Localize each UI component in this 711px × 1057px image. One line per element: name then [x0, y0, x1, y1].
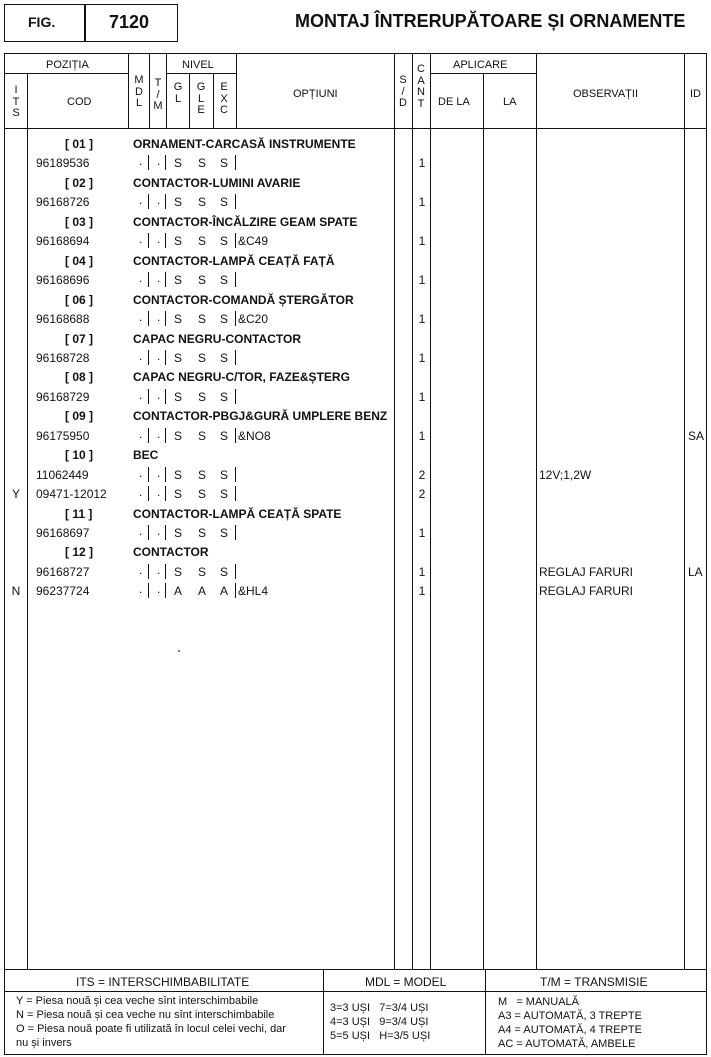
part-code[interactable]: 96168697 — [36, 526, 90, 540]
level-gl: S — [173, 234, 182, 248]
level-options-separator — [235, 428, 236, 443]
level-exc: S — [219, 234, 228, 248]
option-code: &C20 — [238, 312, 269, 326]
legend-mdl-line: 3=3 UȘI 7=3/4 UȘI — [330, 1002, 429, 1014]
header-subline-pozitia — [4, 73, 128, 74]
level-exc: S — [219, 156, 228, 170]
tm-level-separator — [165, 233, 166, 248]
group-description: ORNAMENT-CARCASĂ INSTRUMENTE — [133, 137, 356, 151]
tm-level-separator — [165, 194, 166, 209]
level-exc: S — [219, 312, 228, 326]
level-exc: A — [219, 584, 228, 598]
col-line-cant — [430, 53, 431, 969]
level-gle: S — [197, 468, 206, 482]
level-options-separator — [235, 233, 236, 248]
part-code[interactable]: 96168728 — [36, 351, 90, 365]
legend-mdl-line: 4=3 UȘI 9=3/4 UȘI — [330, 1016, 429, 1028]
col-line-cod — [128, 53, 129, 129]
tm-level-separator — [165, 486, 166, 501]
quantity: 1 — [418, 526, 426, 540]
level-gl: S — [173, 429, 182, 443]
level-options-separator — [235, 486, 236, 501]
level-gle: S — [197, 195, 206, 209]
level-gl: S — [173, 390, 182, 404]
mdl-tm-separator — [148, 350, 149, 365]
col-header-optiuni: OPȚIUNI — [293, 88, 338, 100]
level-options-separator — [235, 389, 236, 404]
level-gle: A — [197, 584, 206, 598]
level-gl: S — [173, 565, 182, 579]
level-gle: S — [197, 351, 206, 365]
position-number: [ 10 ] — [65, 448, 94, 462]
quantity: 1 — [418, 234, 426, 248]
part-code[interactable]: 96168694 — [36, 234, 90, 248]
part-code[interactable]: 09471-12012 — [36, 487, 107, 501]
group-description: CONTACTOR-COMANDĂ ȘTERGĂTOR — [133, 293, 354, 307]
level-exc: S — [219, 351, 228, 365]
col-line-gle — [213, 73, 214, 129]
page-title: MONTAJ ÎNTRERUPĂTOARE ȘI ORNAMENTE — [295, 11, 686, 31]
group-description: CONTACTOR-PBGJ&GURĂ UMPLERE BENZ — [133, 409, 388, 423]
mdl-tm-separator — [148, 389, 149, 404]
level-gle: S — [197, 526, 206, 540]
tm-value: . — [157, 310, 161, 324]
tm-level-separator — [165, 389, 166, 404]
level-gl: S — [173, 273, 182, 287]
legend-its-line: nu și invers — [16, 1037, 72, 1049]
option-code: &NO8 — [238, 429, 271, 443]
quantity: 1 — [418, 312, 426, 326]
observation: REGLAJ FARURI — [539, 584, 634, 598]
observation: 12V;1,2W — [539, 468, 592, 482]
fig-number: 7120 — [109, 12, 150, 32]
level-options-separator — [235, 311, 236, 326]
mdl-tm-separator — [148, 311, 149, 326]
tm-level-separator — [165, 583, 166, 598]
part-code[interactable]: 96168729 — [36, 390, 90, 404]
level-gl: S — [173, 312, 182, 326]
option-code: &HL4 — [238, 584, 269, 598]
mdl-value: . — [139, 582, 143, 596]
level-exc: S — [219, 526, 228, 540]
mdl-value: . — [139, 466, 143, 480]
tm-value: . — [157, 349, 161, 363]
mdl-tm-separator — [148, 155, 149, 170]
legend-its-line: O = Piesa nouă poate fi utilizată în locul celei vechi, dar — [16, 1023, 286, 1035]
level-gle: S — [197, 312, 206, 326]
level-gl: S — [173, 468, 182, 482]
tm-level-separator — [165, 525, 166, 540]
quantity: 1 — [418, 584, 426, 598]
quantity: 1 — [418, 351, 426, 365]
level-gle: S — [197, 565, 206, 579]
col-line-la — [536, 53, 537, 969]
col-line-sd — [412, 53, 413, 969]
level-gle: S — [197, 234, 206, 248]
level-options-separator — [235, 564, 236, 579]
level-gle: S — [197, 487, 206, 501]
tm-value: . — [157, 193, 161, 207]
legend-tm-line: AC = AUTOMATĂ, AMBELE — [498, 1038, 636, 1050]
part-code[interactable]: 96168688 — [36, 312, 90, 326]
position-number: [ 06 ] — [65, 293, 94, 307]
legend-divider-1 — [323, 969, 324, 1055]
level-gl: S — [173, 351, 182, 365]
group-description: CONTACTOR — [133, 545, 209, 559]
level-exc: S — [219, 565, 228, 579]
level-options-separator — [235, 155, 236, 170]
col-line-obs — [684, 53, 685, 969]
legend-title-line — [4, 991, 707, 992]
legend-divider-2 — [485, 969, 486, 1055]
header-subline-nivel — [166, 73, 236, 74]
col-header-its: I T S — [12, 84, 20, 119]
col-header-la: LA — [503, 96, 517, 108]
level-options-separator — [235, 583, 236, 598]
level-gle: S — [197, 273, 206, 287]
part-code[interactable]: 96175950 — [36, 429, 90, 443]
mdl-value: . — [139, 388, 143, 402]
quantity: 2 — [418, 487, 426, 501]
mdl-tm-separator — [148, 428, 149, 443]
part-code[interactable]: 96168696 — [36, 273, 90, 287]
mdl-tm-separator — [148, 467, 149, 482]
level-exc: S — [219, 429, 228, 443]
id-code: LA — [688, 565, 703, 579]
tm-value: . — [157, 271, 161, 285]
tm-value: . — [157, 232, 161, 246]
position-number: [ 09 ] — [65, 409, 94, 423]
level-exc: S — [219, 468, 228, 482]
col-header-cod: COD — [67, 96, 92, 108]
quantity: 1 — [418, 390, 426, 404]
position-number: [ 12 ] — [65, 545, 94, 559]
part-code[interactable]: 11062449 — [36, 468, 89, 482]
mdl-value: . — [139, 193, 143, 207]
tm-value: . — [157, 563, 161, 577]
mdl-tm-separator — [148, 272, 149, 287]
legend-mdl-line: 5=5 UȘI H=3/5 UȘI — [330, 1030, 431, 1042]
quantity: 1 — [418, 565, 426, 579]
group-description: CONTACTOR-ÎNCĂLZIRE GEAM SPATE — [133, 215, 358, 229]
mdl-tm-separator — [148, 564, 149, 579]
mdl-value: . — [139, 154, 143, 168]
tm-value: . — [157, 582, 161, 596]
level-exc: S — [219, 273, 228, 287]
col-header-id: ID — [690, 88, 701, 100]
legend-mdl-title: MDL = MODEL — [365, 975, 447, 989]
col-line-tm — [166, 53, 167, 129]
col-line-mdl — [149, 53, 150, 129]
observation: REGLAJ FARURI — [539, 565, 634, 579]
legend-tm-line: A3 = AUTOMATĂ, 3 TREPTE — [498, 1010, 642, 1022]
tm-value: . — [157, 485, 161, 499]
mdl-value: . — [139, 485, 143, 499]
col-header-mdl: M D L — [134, 74, 144, 109]
mdl-tm-separator — [148, 583, 149, 598]
position-number: [ 03 ] — [65, 215, 94, 229]
group-description: CAPAC NEGRU-C/TOR, FAZE&ȘTERG — [133, 370, 350, 384]
scan-speck — [178, 650, 180, 652]
mdl-tm-separator — [148, 194, 149, 209]
position-number: [ 02 ] — [65, 176, 94, 190]
col-header-gle: G L E — [196, 81, 206, 116]
col-header-observatii: OBSERVAȚII — [573, 88, 639, 100]
group-description: CONTACTOR-LAMPĂ CEAȚĂ SPATE — [133, 507, 342, 521]
level-exc: S — [219, 487, 228, 501]
col-line-optiuni — [394, 53, 395, 969]
legend-its-line: N = Piesa nouă și cea veche nu sînt interschimbabile — [16, 1009, 275, 1021]
part-code[interactable]: 96237724 — [36, 584, 90, 598]
legend-top-line — [4, 969, 707, 970]
quantity: 1 — [418, 156, 426, 170]
position-number: [ 07 ] — [65, 332, 94, 346]
level-gl: S — [173, 195, 182, 209]
mdl-tm-separator — [148, 486, 149, 501]
fig-label: FIG. — [28, 14, 56, 30]
group-description: CONTACTOR-LUMINI AVARIE — [133, 176, 301, 190]
level-exc: S — [219, 195, 228, 209]
mdl-tm-separator — [148, 525, 149, 540]
level-options-separator — [235, 272, 236, 287]
mdl-value: . — [139, 563, 143, 577]
col-header-sd: S / D — [399, 74, 407, 109]
level-exc: S — [219, 390, 228, 404]
quantity: 2 — [418, 468, 426, 482]
col-header-exc: E X C — [220, 81, 228, 116]
col-header-aplicare: APLICARE — [453, 59, 508, 71]
position-number: [ 11 ] — [65, 507, 93, 521]
group-description: BEC — [133, 448, 159, 462]
id-code: SA — [688, 429, 705, 443]
tm-level-separator — [165, 311, 166, 326]
header-bottom-line — [4, 128, 707, 129]
tm-level-separator — [165, 564, 166, 579]
col-header-nivel: NIVEL — [182, 59, 214, 71]
level-gle: S — [197, 390, 206, 404]
part-code[interactable]: 96189536 — [36, 156, 90, 170]
quantity: 1 — [418, 195, 426, 209]
tm-level-separator — [165, 467, 166, 482]
group-description: CONTACTOR-LAMPĂ CEAȚĂ FAȚĂ — [133, 254, 335, 268]
mdl-value: . — [139, 232, 143, 246]
col-line-exc — [236, 53, 237, 129]
tm-level-separator — [165, 155, 166, 170]
level-options-separator — [235, 467, 236, 482]
level-options-separator — [235, 525, 236, 540]
legend-tm-line: M = MANUALĂ — [498, 996, 579, 1008]
col-line-gl — [189, 73, 190, 129]
col-header-pozitia: POZIȚIA — [46, 59, 89, 71]
legend-its-line: Y = Piesa nouă și cea veche sînt interschimbabile — [16, 995, 259, 1007]
its-value: N — [11, 584, 21, 598]
level-options-separator — [235, 194, 236, 209]
level-options-separator — [235, 350, 236, 365]
position-number: [ 08 ] — [65, 370, 94, 384]
tm-level-separator — [165, 350, 166, 365]
col-header-gl: G L — [173, 81, 183, 105]
col-line-dela — [483, 73, 484, 969]
parts-table — [4, 53, 707, 1055]
quantity: 1 — [418, 429, 426, 443]
tm-value: . — [157, 388, 161, 402]
position-number: [ 04 ] — [65, 254, 94, 268]
col-header-tm: T / M — [153, 77, 163, 112]
its-value: Y — [11, 487, 20, 501]
mdl-value: . — [139, 310, 143, 324]
mdl-value: . — [139, 271, 143, 285]
mdl-value: . — [139, 524, 143, 538]
option-code: &C49 — [238, 234, 269, 248]
level-gl: A — [173, 584, 182, 598]
tm-value: . — [157, 154, 161, 168]
level-gle: S — [197, 156, 206, 170]
tm-value: . — [157, 524, 161, 538]
part-code[interactable]: 96168726 — [36, 195, 90, 209]
tm-value: . — [157, 466, 161, 480]
col-line-its — [27, 73, 28, 969]
position-number: [ 01 ] — [65, 137, 94, 151]
level-gle: S — [197, 429, 206, 443]
mdl-value: . — [139, 427, 143, 441]
tm-level-separator — [165, 428, 166, 443]
legend-tm-title: T/M = TRANSMISIE — [540, 975, 648, 989]
tm-value: . — [157, 427, 161, 441]
level-gl: S — [173, 487, 182, 501]
group-description: CAPAC NEGRU-CONTACTOR — [133, 332, 301, 346]
mdl-tm-separator — [148, 233, 149, 248]
legend-tm-line: A4 = AUTOMATĂ, 4 TREPTE — [498, 1024, 642, 1036]
tm-level-separator — [165, 272, 166, 287]
col-header-de-la: DE LA — [438, 96, 470, 108]
col-header-cant: C A N T — [417, 63, 425, 110]
quantity: 1 — [418, 273, 426, 287]
legend-its-title: ITS = INTERSCHIMBABILITATE — [76, 975, 250, 989]
level-gl: S — [173, 156, 182, 170]
part-code[interactable]: 96168727 — [36, 565, 90, 579]
level-gl: S — [173, 526, 182, 540]
mdl-value: . — [139, 349, 143, 363]
